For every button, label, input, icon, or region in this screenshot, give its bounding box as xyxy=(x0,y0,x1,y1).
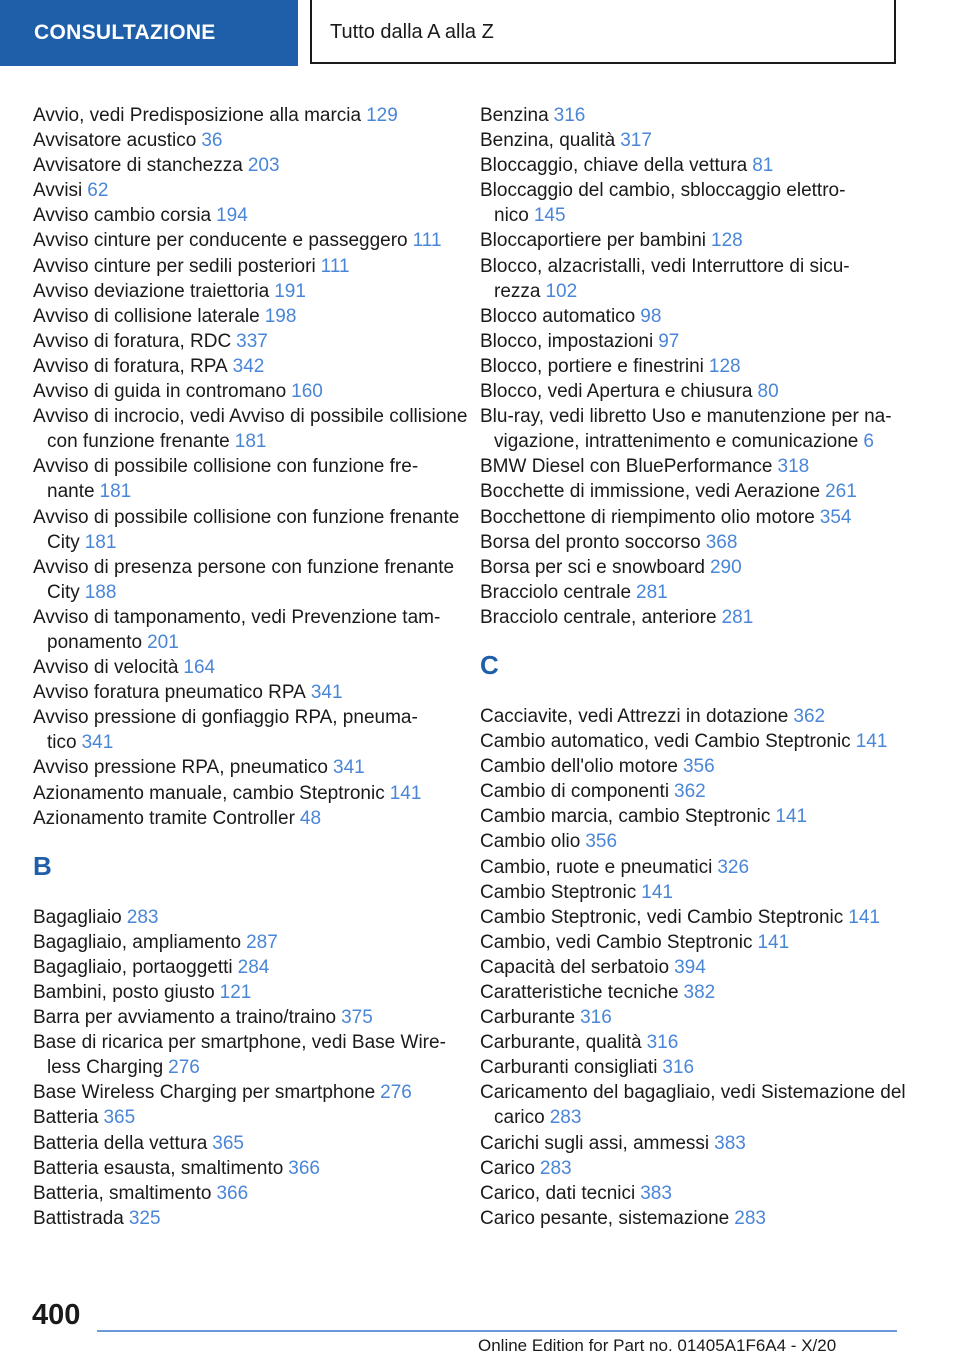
page-reference-link[interactable]: 362 xyxy=(793,705,826,727)
page-reference-link[interactable]: 97 xyxy=(658,330,680,352)
page-reference-link[interactable]: 111 xyxy=(320,255,350,277)
page-reference-link[interactable]: 98 xyxy=(640,305,662,327)
page-reference-link[interactable]: 191 xyxy=(274,280,306,302)
index-letter-heading: C xyxy=(480,649,499,680)
index-entry-text: Avviso pressione RPA, pneumatico xyxy=(33,757,329,779)
index-entry xyxy=(33,454,473,504)
index-entry-text: Avviso pressione di gonfiaggio RPA, pneumatico xyxy=(33,707,418,754)
page-reference-link[interactable]: 341 xyxy=(81,732,114,754)
page-reference-link[interactable]: 128 xyxy=(708,355,741,377)
page-header xyxy=(0,0,960,66)
page-reference-link[interactable]: 368 xyxy=(705,531,738,553)
index-entry-text: Caratteristiche tecniche xyxy=(480,982,679,1003)
index-entry-text: Blocco, alzacristalli, vedi Interruttore di sicurezza xyxy=(480,255,850,302)
index-entry-text: Carico, dati tecnici xyxy=(480,1182,636,1204)
index-entry-text: Cambio olio xyxy=(480,831,581,853)
page-reference-link[interactable]: 284 xyxy=(237,956,270,978)
index-entry xyxy=(480,955,910,980)
index-entry xyxy=(480,1156,910,1181)
index-entry-text: Benzina xyxy=(480,105,549,126)
index-entry-text: Bracciolo centrale xyxy=(480,581,632,603)
index-entry-text: Avviso di possibile collisione con funzione frenante City xyxy=(33,506,460,553)
index-entry-text: Bambini, posto giusto xyxy=(33,982,215,1003)
index-entry xyxy=(480,153,910,178)
index-entry xyxy=(480,980,910,1005)
index-entry-text: Borsa del pronto soccorso xyxy=(480,531,701,553)
index-entry-text: Avviso cinture per sedili posteriori xyxy=(33,255,316,277)
index-entry xyxy=(33,1181,473,1206)
index-entry xyxy=(33,505,473,555)
page-reference-link[interactable]: 341 xyxy=(310,682,343,704)
index-entry xyxy=(33,680,473,705)
index-entry-text: Carichi sugli assi, ammessi xyxy=(480,1132,710,1154)
index-entry-text: Avviso di possibile collisione con funzione frenante xyxy=(33,456,419,503)
index-entry xyxy=(33,329,473,354)
page-number: 400 xyxy=(32,1299,81,1331)
index-entry-text: Avviso cinture per conducente e passeggero xyxy=(33,230,408,252)
index-column-left xyxy=(33,103,473,1231)
index-entry xyxy=(480,479,910,504)
index-entry xyxy=(480,905,910,930)
page-reference-link[interactable]: 316 xyxy=(553,105,586,126)
index-entry-text: Avviso cambio corsia xyxy=(33,205,212,227)
page-reference-link[interactable]: 283 xyxy=(734,1207,766,1229)
page-reference-link[interactable]: 164 xyxy=(183,657,216,679)
page-reference-link[interactable]: 283 xyxy=(549,1107,582,1129)
index-entry xyxy=(480,379,910,404)
page-reference-link[interactable]: 194 xyxy=(216,205,248,227)
index-entry xyxy=(480,804,910,829)
index-entry xyxy=(33,980,473,1005)
page-reference-link[interactable]: 366 xyxy=(288,1157,320,1179)
page-reference-link[interactable]: 394 xyxy=(674,956,706,978)
page-reference-link[interactable]: 365 xyxy=(103,1107,136,1129)
index-entry xyxy=(480,1206,910,1231)
index-entry xyxy=(33,228,473,253)
index-entry xyxy=(33,955,473,980)
page-reference-link[interactable]: 354 xyxy=(819,506,852,528)
index-entry-text: Base di ricarica per smartphone, vedi Base Wireless Charging xyxy=(33,1032,446,1079)
footer-edition: Online Edition for Part no. 01405A1F6A4 - X/20 xyxy=(478,1336,837,1355)
index-entry xyxy=(33,930,473,955)
page-reference-link[interactable]: 281 xyxy=(721,606,754,628)
index-entry-text: Cambio, vedi Cambio Steptronic xyxy=(480,931,753,953)
index-entry xyxy=(480,1131,910,1156)
index-entry-text: Cambio dell'olio motore xyxy=(480,756,678,778)
index-entry xyxy=(33,806,473,831)
index-entry-text: Cambio di componenti xyxy=(480,781,670,803)
page-reference-link[interactable]: 337 xyxy=(236,330,268,352)
index-entry xyxy=(33,404,473,454)
index-entry-text: Blocco, vedi Apertura e chiusura xyxy=(480,381,753,403)
index-entry xyxy=(480,1080,910,1130)
page-reference-link[interactable]: 141 xyxy=(641,881,673,903)
index-entry xyxy=(480,103,910,128)
page-reference-link[interactable]: 341 xyxy=(333,757,365,779)
index-entry-text: Avviso deviazione traiettoria xyxy=(33,280,270,302)
page-reference-link[interactable]: 290 xyxy=(709,556,742,578)
page-reference-link[interactable]: 181 xyxy=(234,431,267,453)
chapter-title: Tutto dalla A alla Z xyxy=(310,0,896,64)
index-entry xyxy=(33,905,473,930)
index-entry xyxy=(33,1156,473,1181)
index-entry-text: Batteria, smaltimento xyxy=(33,1182,212,1204)
index-entry xyxy=(480,505,910,530)
page-reference-link[interactable]: 111 xyxy=(412,230,442,252)
index-entry xyxy=(33,1131,473,1156)
index-entry-text: Carburante, qualità xyxy=(480,1032,642,1054)
index-entry xyxy=(480,1181,910,1206)
index-entry xyxy=(480,1030,910,1055)
index-entry-text: Base Wireless Charging per smartphone xyxy=(33,1082,376,1104)
index-entry-text: Battistrada xyxy=(33,1207,124,1229)
page-reference-link[interactable]: 365 xyxy=(212,1132,244,1154)
index-entry-text: Borsa per sci e snowboard xyxy=(480,556,705,578)
footer-divider xyxy=(97,1330,897,1332)
page-reference-link[interactable]: 375 xyxy=(341,1007,373,1029)
index-entry-text: Batteria della vettura xyxy=(33,1132,208,1154)
index-entry-text: Bloccaggio del cambio, sbloccaggio elettronico xyxy=(480,180,846,227)
index-entry-text: Blocco automatico xyxy=(480,305,636,327)
page-reference-link[interactable]: 317 xyxy=(620,130,652,152)
index-entry xyxy=(33,103,473,128)
page-reference-link[interactable]: 128 xyxy=(711,230,743,252)
page-reference-link[interactable]: 283 xyxy=(126,906,159,928)
index-entry xyxy=(480,1005,910,1030)
index-entry-text: Azionamento tramite Controller xyxy=(33,807,295,829)
index-entry xyxy=(480,555,910,580)
page-reference-link[interactable]: 318 xyxy=(777,456,810,478)
page-reference-link[interactable]: 356 xyxy=(585,831,618,853)
index-entry-text: Carburante xyxy=(480,1007,576,1029)
page-reference-link[interactable]: 36 xyxy=(201,130,223,152)
index-entry xyxy=(33,379,473,404)
index-entry-text: Bagagliaio, ampliamento xyxy=(33,931,242,953)
index-entry-text: Cambio marcia, cambio Steptronic xyxy=(480,806,771,828)
page-reference-link[interactable]: 48 xyxy=(299,807,322,829)
page-reference-link[interactable]: 283 xyxy=(539,1157,572,1179)
index-entry-text: BMW Diesel con BluePerformance xyxy=(480,456,773,478)
index-entry xyxy=(480,729,910,754)
index-entry xyxy=(33,705,473,755)
page-reference-link[interactable]: 316 xyxy=(662,1057,695,1079)
page-reference-link[interactable]: 261 xyxy=(825,481,857,503)
index-entry xyxy=(33,279,473,304)
index-entry-text: Avviso di foratura, RPA xyxy=(33,355,228,377)
page-reference-link[interactable]: 203 xyxy=(247,155,280,177)
page-reference-link[interactable]: 383 xyxy=(640,1182,672,1204)
index-entry-text: Bagagliaio xyxy=(33,906,122,928)
index-entry-text: Bloccaportiere per bambini xyxy=(480,230,707,252)
index-entry xyxy=(480,704,910,729)
page-reference-link[interactable]: 198 xyxy=(264,305,297,327)
page-reference-link[interactable]: 6 xyxy=(863,431,874,453)
index-entry-text: Barra per avviamento a traino/traino xyxy=(33,1007,337,1029)
page-reference-link[interactable]: 366 xyxy=(216,1182,249,1204)
page-reference-link[interactable]: 181 xyxy=(99,481,132,503)
page-reference-link[interactable]: 342 xyxy=(232,355,265,377)
index-entry-text: Carburanti consigliati xyxy=(480,1057,658,1079)
index-entry-text: Benzina, qualità xyxy=(480,130,616,152)
index-entry xyxy=(480,329,910,354)
page-reference-link[interactable]: 141 xyxy=(775,806,808,828)
page-reference-link[interactable]: 80 xyxy=(757,381,779,403)
page-reference-link[interactable]: 141 xyxy=(848,906,880,928)
index-entry xyxy=(480,354,910,379)
index-entry xyxy=(33,781,473,806)
page-reference-link[interactable]: 121 xyxy=(219,982,252,1003)
index-entry xyxy=(33,1206,473,1231)
index-entry-text: Bloccaggio, chiave della vettura xyxy=(480,155,748,177)
index-entry xyxy=(33,128,473,153)
index-entry xyxy=(480,454,910,479)
index-entry-text: Cambio Steptronic xyxy=(480,881,637,903)
index-entry-text: Carico xyxy=(480,1157,535,1179)
index-entry xyxy=(480,530,910,555)
page-reference-link[interactable]: 141 xyxy=(389,782,422,804)
page-reference-link[interactable]: 129 xyxy=(366,105,398,126)
page-reference-link[interactable]: 141 xyxy=(757,931,790,953)
page-reference-link[interactable]: 326 xyxy=(717,856,750,878)
index-entry-text: Avviso di presenza persone con funzione frenante City xyxy=(33,556,455,603)
index-entry-text: Batteria xyxy=(33,1107,99,1129)
index-entry xyxy=(33,304,473,329)
page-reference-link[interactable]: 316 xyxy=(646,1032,679,1054)
index-entry-text: Blocco, impostazioni xyxy=(480,330,654,352)
page-reference-link[interactable]: 325 xyxy=(128,1207,161,1229)
index-entry xyxy=(480,779,910,804)
index-entry-text: Cambio automatico, vedi Cambio Steptronic xyxy=(480,731,851,753)
index-entry-text: Bocchettone di riempimento olio motore xyxy=(480,506,815,528)
page-reference-link[interactable]: 316 xyxy=(580,1007,612,1029)
index-entry xyxy=(33,1030,473,1080)
page-reference-link[interactable]: 160 xyxy=(291,381,323,403)
page-reference-link[interactable]: 383 xyxy=(714,1132,746,1154)
index-entry xyxy=(33,1080,473,1105)
index-entry xyxy=(33,1005,473,1030)
page-reference-link[interactable]: 102 xyxy=(545,280,578,302)
index-entry-text: Avviso di tamponamento, vedi Prevenzione tamponamento xyxy=(33,606,441,653)
index-entry-text: Avvisatore di stanchezza xyxy=(33,155,243,177)
index-entry-text: Avviso di incrocio, vedi Avviso di possibile collisione con funzione frenante xyxy=(33,406,468,453)
index-entry xyxy=(480,930,910,955)
index-entry xyxy=(480,1055,910,1080)
index-entry xyxy=(480,754,910,779)
page-reference-link[interactable]: 62 xyxy=(87,180,109,202)
index-entry-text: Cambio, ruote e pneumatici xyxy=(480,856,713,878)
index-entry-text: Avviso di collisione laterale xyxy=(33,305,260,327)
page-reference-link[interactable]: 382 xyxy=(683,982,716,1003)
index-entry xyxy=(480,855,910,880)
index-entry-text: Avviso di velocità xyxy=(33,657,179,679)
index-entry xyxy=(480,580,910,605)
index-entry-text: Avviso di foratura, RDC xyxy=(33,330,232,352)
page-reference-link[interactable]: 145 xyxy=(533,205,566,227)
index-entry xyxy=(480,304,910,329)
page-reference-link[interactable]: 201 xyxy=(147,631,179,653)
index-entry-text: Avvisatore acustico xyxy=(33,130,197,152)
index-column-right xyxy=(480,103,910,1231)
index-entry xyxy=(480,128,910,153)
page-reference-link[interactable]: 276 xyxy=(168,1057,200,1079)
index-entry xyxy=(33,153,473,178)
index-entry xyxy=(480,829,910,854)
index-entry xyxy=(33,203,473,228)
index-entry xyxy=(480,404,910,454)
index-entry xyxy=(33,555,473,605)
index-entry-text: Carico pesante, sistemazione xyxy=(480,1207,730,1229)
index-entry-text: Blu-ray, vedi libretto Uso e manutenzione per navigazione, intrattenimento e comunicazione xyxy=(480,406,892,453)
index-entry xyxy=(480,228,910,253)
index-entry-text: Bracciolo centrale, anteriore xyxy=(480,606,717,628)
index-entry-text: Capacità del serbatoio xyxy=(480,956,670,978)
page-reference-link[interactable]: 362 xyxy=(674,781,706,803)
index-entry xyxy=(480,605,910,630)
index-entry xyxy=(33,655,473,680)
index-entry xyxy=(480,178,910,228)
index-entry-text: Cambio Steptronic, vedi Cambio Steptronic xyxy=(480,906,844,928)
index-entry xyxy=(480,880,910,905)
index-entry xyxy=(33,755,473,780)
index-entry xyxy=(33,1105,473,1130)
index-entry xyxy=(33,178,473,203)
page-reference-link[interactable]: 181 xyxy=(84,531,117,553)
index-entry-text: Avviso di guida in contromano xyxy=(33,381,287,403)
page-reference-link[interactable]: 276 xyxy=(380,1082,412,1104)
index-entry xyxy=(33,354,473,379)
page-reference-link[interactable]: 281 xyxy=(636,581,668,603)
index-entry-text: Avviso foratura pneumatico RPA xyxy=(33,682,306,704)
index-entry-text: Batteria esausta, smaltimento xyxy=(33,1157,284,1179)
index-entry-text: Cacciavite, vedi Attrezzi in dotazione xyxy=(480,705,789,727)
index-entry-text: Caricamento del bagagliaio, vedi Sistemazione del carico xyxy=(480,1082,906,1129)
index-entry-text: Blocco, portiere e finestrini xyxy=(480,355,704,377)
index-entry xyxy=(33,254,473,279)
index-entry xyxy=(33,605,473,655)
page-reference-link[interactable]: 141 xyxy=(855,731,888,753)
page-reference-link[interactable]: 188 xyxy=(84,581,117,603)
section-tab: CONSULTAZIONE xyxy=(0,0,298,66)
index-entry-text: Bocchette di immissione, vedi Aerazione xyxy=(480,481,821,503)
index-letter-heading: B xyxy=(33,850,52,881)
index-entry-text: Avvio, vedi Predisposizione alla marcia xyxy=(33,105,362,126)
page-reference-link[interactable]: 287 xyxy=(246,931,278,953)
page-reference-link[interactable]: 356 xyxy=(682,756,715,778)
index-entry-text: Bagagliaio, portaoggetti xyxy=(33,956,233,978)
page-reference-link[interactable]: 81 xyxy=(752,155,774,177)
index-entry-text: Azionamento manuale, cambio Steptronic xyxy=(33,782,385,804)
index-entry xyxy=(480,254,910,304)
index-entry-text: Avvisi xyxy=(33,180,83,202)
